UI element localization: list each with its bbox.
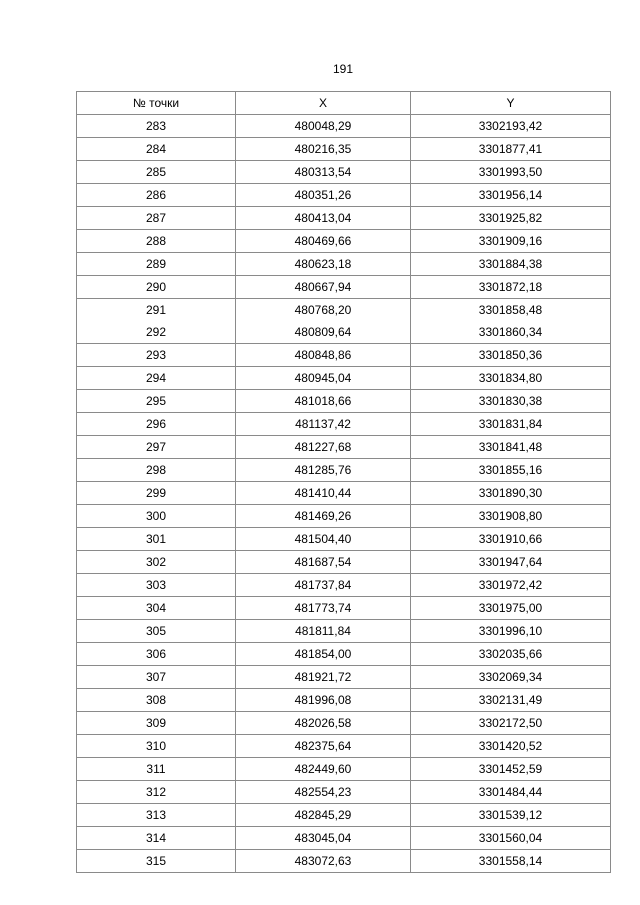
cell-x: 481018,66: [236, 390, 411, 413]
cell-y: 3301975,00: [411, 597, 611, 620]
cell-y: 3302035,66: [411, 643, 611, 666]
cell-y: 3301560,04: [411, 827, 611, 850]
table-row: [77, 299, 611, 322]
table-row: [77, 827, 611, 850]
table-row: [77, 367, 611, 390]
header-y: Y: [411, 92, 611, 115]
cell-y: 3301452,59: [411, 758, 611, 781]
table-row: [77, 850, 611, 873]
cell-y: 3301855,16: [411, 459, 611, 482]
cell-y: 3302172,50: [411, 712, 611, 735]
cell-point-number: 290: [77, 276, 236, 299]
cell-y: 3301860,34: [411, 321, 611, 344]
cell-x: 480216,35: [236, 138, 411, 161]
cell-y: 3301972,42: [411, 574, 611, 597]
cell-x: 481854,00: [236, 643, 411, 666]
cell-point-number: 292: [77, 321, 236, 344]
cell-point-number: 309: [77, 712, 236, 735]
cell-y: 3301830,38: [411, 390, 611, 413]
cell-y: 3301850,36: [411, 344, 611, 367]
cell-point-number: 287: [77, 207, 236, 230]
cell-point-number: 308: [77, 689, 236, 712]
cell-point-number: 286: [77, 184, 236, 207]
cell-y: 3301484,44: [411, 781, 611, 804]
cell-x: 481687,54: [236, 551, 411, 574]
cell-point-number: 312: [77, 781, 236, 804]
cell-x: 480313,54: [236, 161, 411, 184]
cell-point-number: 295: [77, 390, 236, 413]
table-row: [77, 643, 611, 666]
cell-x: 482026,58: [236, 712, 411, 735]
cell-point-number: 305: [77, 620, 236, 643]
table-row: [77, 138, 611, 161]
cell-y: 3301420,52: [411, 735, 611, 758]
cell-x: 481410,44: [236, 482, 411, 505]
header-x: X: [236, 92, 411, 115]
cell-x: 481137,42: [236, 413, 411, 436]
table-row: [77, 230, 611, 253]
table-row: [77, 574, 611, 597]
cell-point-number: 302: [77, 551, 236, 574]
cell-point-number: 293: [77, 344, 236, 367]
cell-x: 481469,26: [236, 505, 411, 528]
cell-point-number: 288: [77, 230, 236, 253]
table-row: [77, 620, 611, 643]
page-number: 191: [332, 62, 354, 76]
cell-x: 481921,72: [236, 666, 411, 689]
cell-y: 3301909,16: [411, 230, 611, 253]
header-point-number: № точки: [77, 92, 236, 115]
cell-point-number: 297: [77, 436, 236, 459]
cell-y: 3301925,82: [411, 207, 611, 230]
cell-y: 3301831,84: [411, 413, 611, 436]
table-row: [77, 505, 611, 528]
cell-x: 481285,76: [236, 459, 411, 482]
table-row: [77, 758, 611, 781]
table-row: [77, 482, 611, 505]
table-row: [77, 207, 611, 230]
cell-point-number: 313: [77, 804, 236, 827]
cell-x: 480469,66: [236, 230, 411, 253]
cell-y: 3301947,64: [411, 551, 611, 574]
table-row: [77, 253, 611, 276]
cell-x: 481773,74: [236, 597, 411, 620]
cell-x: 480809,64: [236, 321, 411, 344]
table-row: [77, 459, 611, 482]
cell-x: 480945,04: [236, 367, 411, 390]
cell-x: 483045,04: [236, 827, 411, 850]
cell-x: 481504,40: [236, 528, 411, 551]
cell-y: 3301858,48: [411, 299, 611, 322]
table-row: [77, 666, 611, 689]
cell-point-number: 298: [77, 459, 236, 482]
table-row: [77, 161, 611, 184]
cell-x: 481227,68: [236, 436, 411, 459]
table-row: [77, 276, 611, 299]
cell-x: 482554,23: [236, 781, 411, 804]
cell-point-number: 291: [77, 299, 236, 322]
cell-point-number: 314: [77, 827, 236, 850]
cell-y: 3301996,10: [411, 620, 611, 643]
cell-y: 3301884,38: [411, 253, 611, 276]
cell-y: 3301956,14: [411, 184, 611, 207]
table-row: [77, 436, 611, 459]
table-row: [77, 321, 611, 344]
table-row: [77, 115, 611, 138]
table-row: [77, 413, 611, 436]
table-row: [77, 390, 611, 413]
table-header-row: [77, 92, 611, 115]
cell-x: 480667,94: [236, 276, 411, 299]
cell-point-number: 306: [77, 643, 236, 666]
cell-point-number: 311: [77, 758, 236, 781]
cell-x: 480048,29: [236, 115, 411, 138]
coordinates-table: [76, 91, 611, 873]
cell-point-number: 315: [77, 850, 236, 873]
cell-y: 3301908,80: [411, 505, 611, 528]
cell-x: 482375,64: [236, 735, 411, 758]
cell-x: 480848,86: [236, 344, 411, 367]
cell-point-number: 303: [77, 574, 236, 597]
cell-y: 3301539,12: [411, 804, 611, 827]
cell-point-number: 300: [77, 505, 236, 528]
cell-point-number: 304: [77, 597, 236, 620]
cell-point-number: 283: [77, 115, 236, 138]
table-row: [77, 735, 611, 758]
cell-point-number: 296: [77, 413, 236, 436]
table-row: [77, 184, 611, 207]
cell-y: 3302069,34: [411, 666, 611, 689]
cell-point-number: 285: [77, 161, 236, 184]
cell-y: 3301558,14: [411, 850, 611, 873]
cell-point-number: 289: [77, 253, 236, 276]
cell-point-number: 301: [77, 528, 236, 551]
table-row: [77, 597, 611, 620]
cell-point-number: 299: [77, 482, 236, 505]
cell-x: 482449,60: [236, 758, 411, 781]
cell-x: 481737,84: [236, 574, 411, 597]
table-row: [77, 344, 611, 367]
cell-y: 3301993,50: [411, 161, 611, 184]
cell-y: 3301877,41: [411, 138, 611, 161]
cell-y: 3301834,80: [411, 367, 611, 390]
table-row: [77, 712, 611, 735]
cell-y: 3302193,42: [411, 115, 611, 138]
cell-x: 481811,84: [236, 620, 411, 643]
cell-x: 480768,20: [236, 299, 411, 322]
cell-x: 480351,26: [236, 184, 411, 207]
cell-point-number: 310: [77, 735, 236, 758]
table-row: [77, 528, 611, 551]
cell-y: 3301910,66: [411, 528, 611, 551]
cell-point-number: 294: [77, 367, 236, 390]
table-row: [77, 804, 611, 827]
table-row: [77, 551, 611, 574]
cell-point-number: 284: [77, 138, 236, 161]
cell-y: 3302131,49: [411, 689, 611, 712]
cell-y: 3301872,18: [411, 276, 611, 299]
cell-x: 480413,04: [236, 207, 411, 230]
table-row: [77, 781, 611, 804]
cell-x: 483072,63: [236, 850, 411, 873]
cell-y: 3301890,30: [411, 482, 611, 505]
table-row: [77, 689, 611, 712]
cell-x: 481996,08: [236, 689, 411, 712]
cell-y: 3301841,48: [411, 436, 611, 459]
cell-x: 480623,18: [236, 253, 411, 276]
cell-point-number: 307: [77, 666, 236, 689]
cell-x: 482845,29: [236, 804, 411, 827]
